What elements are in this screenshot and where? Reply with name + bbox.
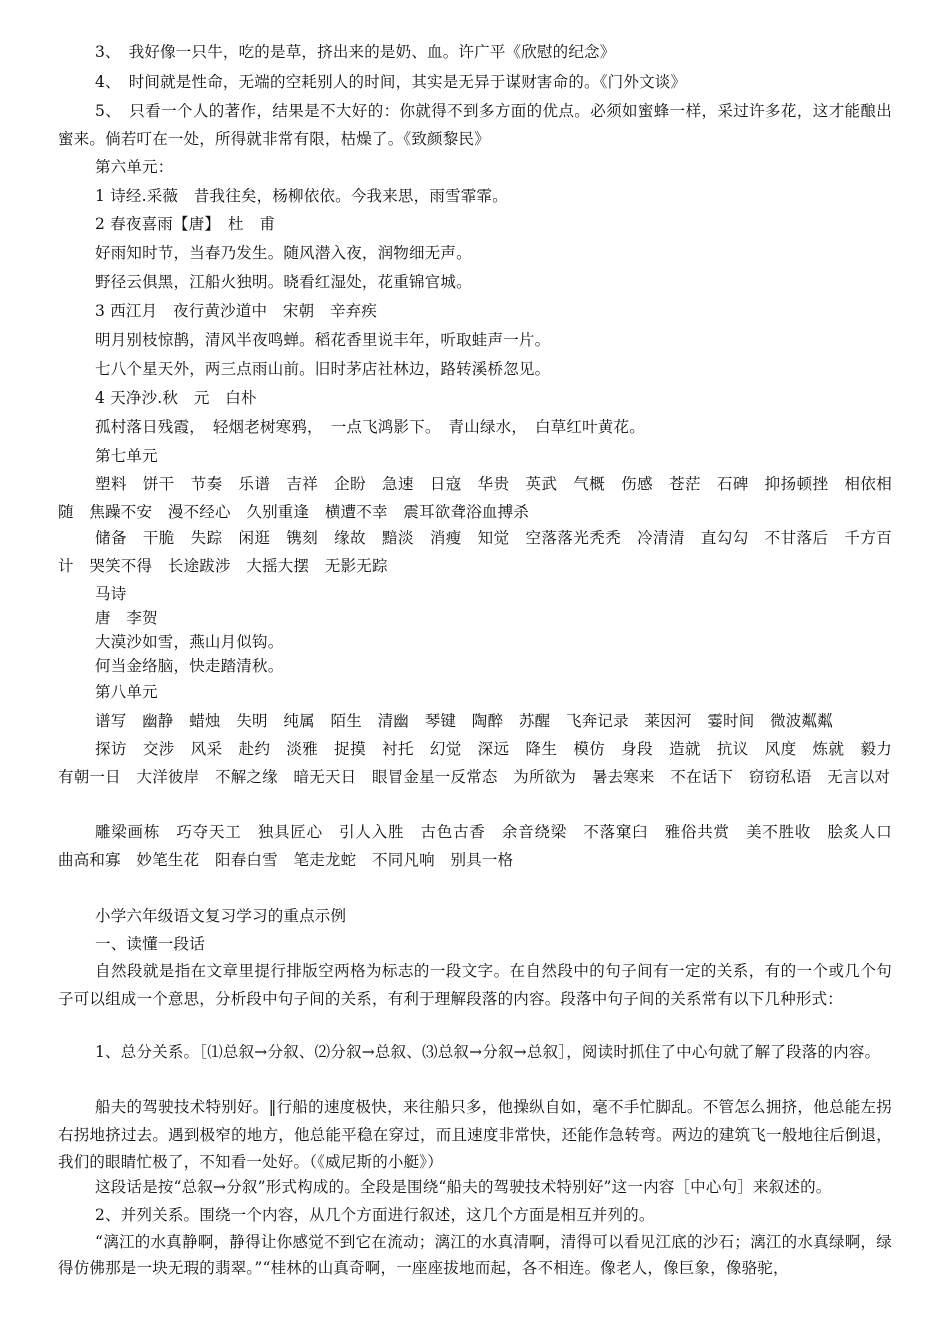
poem-line: 大漠沙如雪，燕山月似钩。 bbox=[95, 633, 284, 651]
example-passage: “漓江的水真静啊，静得让你感觉不到它在流动；漓江的水真清啊，清得可以看见江底的沙石；漓江的水真绿啊，绿得仿佛那是一块无瑕的翡翠。”“桂林的山真奇啊，一座座拔地而起，各不相连。像老人，像巨象，像骆驼， bbox=[58, 1233, 892, 1277]
unit-seven-heading: 第七单元 bbox=[95, 447, 158, 465]
unit-eight-heading: 第八单元 bbox=[95, 683, 158, 701]
poem-line: 孤村落日残霞， 轻烟老树寒鸦， 一点飞鸿影下。 青山绿水， 白草红叶黄花。 bbox=[95, 418, 645, 436]
vocab-list: 谱写 幽静 蜡烛 失明 纯属 陌生 清幽 琴键 陶醉 苏醒 飞奔记录 莱因河 霎时间 微波粼粼 bbox=[95, 712, 833, 730]
subsection-heading: 一、读懂一段话 bbox=[95, 935, 205, 953]
poem-line: 何当金络脑，快走踏清秋。 bbox=[95, 657, 284, 675]
body-paragraph: 2、并列关系。围绕一个内容，从几个方面进行叙述，这几个方面是相互并列的。 bbox=[95, 1206, 655, 1224]
poem-title-tianjingsha: 4 天净沙.秋 元 白朴 bbox=[95, 389, 257, 407]
body-paragraph: 1、总分关系。［⑴总叙→分叙、⑵分叙→总叙、⑶总叙→分叙→总叙］，阅读时抓住了中心句就了解了段落的内容。 bbox=[95, 1043, 881, 1061]
idiom-list: 雕梁画栋 巧夺天工 独具匠心 引人入胜 古色古香 余音绕梁 不落窠臼 雅俗共赏 美不胜收 脍炙人口 曲高和寡 妙笔生花 阳春白雪 笔走龙蛇 不同凡响 别具一格 bbox=[58, 823, 908, 869]
poem-line: 野径云俱黑，江船火独明。晓看红湿处，花重锦官城。 bbox=[95, 273, 472, 291]
poem-line: 明月别枝惊鹊，清风半夜鸣蝉。稻花香里说丰年，听取蛙声一片。 bbox=[95, 331, 551, 349]
body-paragraph: 自然段就是指在文章里提行排版空两格为标志的一段文字。在自然段中的句子间有一定的关系，有的一个或几个句子可以组成一个意思，分析段中句子间的关系，有利于理解段落的内容。段落中句子间的关系常有以下几种形式： bbox=[58, 962, 892, 1008]
vocab-list: 塑料 饼干 节奏 乐谱 吉祥 企盼 急速 日寇 华贵 英武 气概 伤感 苍茫 石碑 抑扬顿挫 相依相随 焦躁不安 漫不经心 久别重逢 横遭不幸 震耳欲聋浴血搏杀 bbox=[58, 475, 892, 521]
quote-line-3: 3、 我好像一只牛，吃的是草，挤出来的是奶、血。许广平《欣慰的纪念》 bbox=[95, 43, 616, 61]
poem-author: 唐 李贺 bbox=[95, 609, 158, 627]
quote-line-5: 5、 只看一个人的著作，结果是不大好的：你就得不到多方面的优点。必须如蜜蜂一样，采过许多花，这才能酿出蜜来。倘若叮在一处，所得就非常有限，枯燥了。《致颜黎民》 bbox=[58, 102, 892, 148]
poem-caiwei: 1 诗经.采薇 昔我往矣，杨柳依依。今我来思，雨雪霏霏。 bbox=[95, 187, 508, 205]
poem-title-chunye: 2 春夜喜雨【唐】 杜 甫 bbox=[95, 215, 276, 233]
quote-line-4: 4、 时间就是性命，无端的空耗别人的时间，其实是无异于谋财害命的。《门外文谈》 bbox=[95, 73, 687, 91]
vocab-list: 储备 干脆 失踪 闲逛 镌刻 缘故 黯淡 消瘦 知觉 空落落光秃秃 冷清清 直勾勾 不甘落后 千方百计 哭笑不得 长途跋涉 大摇大摆 无影无踪 bbox=[58, 529, 892, 575]
unit-six-heading: 第六单元： bbox=[95, 158, 174, 176]
poem-title-mashi: 马诗 bbox=[95, 585, 127, 603]
poem-line: 好雨知时节，当春乃发生。随风潜入夜，润物细无声。 bbox=[95, 244, 472, 262]
poem-line: 七八个星天外，两三点雨山前。旧时茅店社林边，路转溪桥忽见。 bbox=[95, 360, 551, 378]
example-passage: 船夫的驾驶技术特别好。‖行船的速度极快，来往船只多，他操纵自如，毫不手忙脚乱。不管怎么拥挤，他总能左拐右拐地挤过去。遇到极窄的地方，他总能平稳在穿过，而且速度非常快，还能作急转弯。两边的建筑飞一般地往后倒退，我们的眼睛忙极了，不知看一处好。（《威尼斯的小艇》） bbox=[58, 1098, 892, 1171]
section-title: 小学六年级语文复习学习的重点示例 bbox=[95, 907, 347, 925]
poem-title-xijiangyue: 3 西江月 夜行黄沙道中 宋朝 辛弃疾 bbox=[95, 302, 378, 320]
vocab-list: 探访 交涉 风采 赴约 淡雅 捉摸 衬托 幻觉 深远 降生 模仿 身段 造就 抗议 风度 炼就 毅力 有朝一日 大洋彼岸 不解之缘 暗无天日 眼冒金星一反常态 为所欲为 暑去寒来 不在话下 窃窃私语 无言以对 bbox=[58, 740, 908, 786]
body-paragraph: 这段话是按“总叙→分叙”形式构成的。全段是围绕“船夫的驾驶技术特别好”这一内容［中心句］来叙述的。 bbox=[95, 1178, 832, 1196]
